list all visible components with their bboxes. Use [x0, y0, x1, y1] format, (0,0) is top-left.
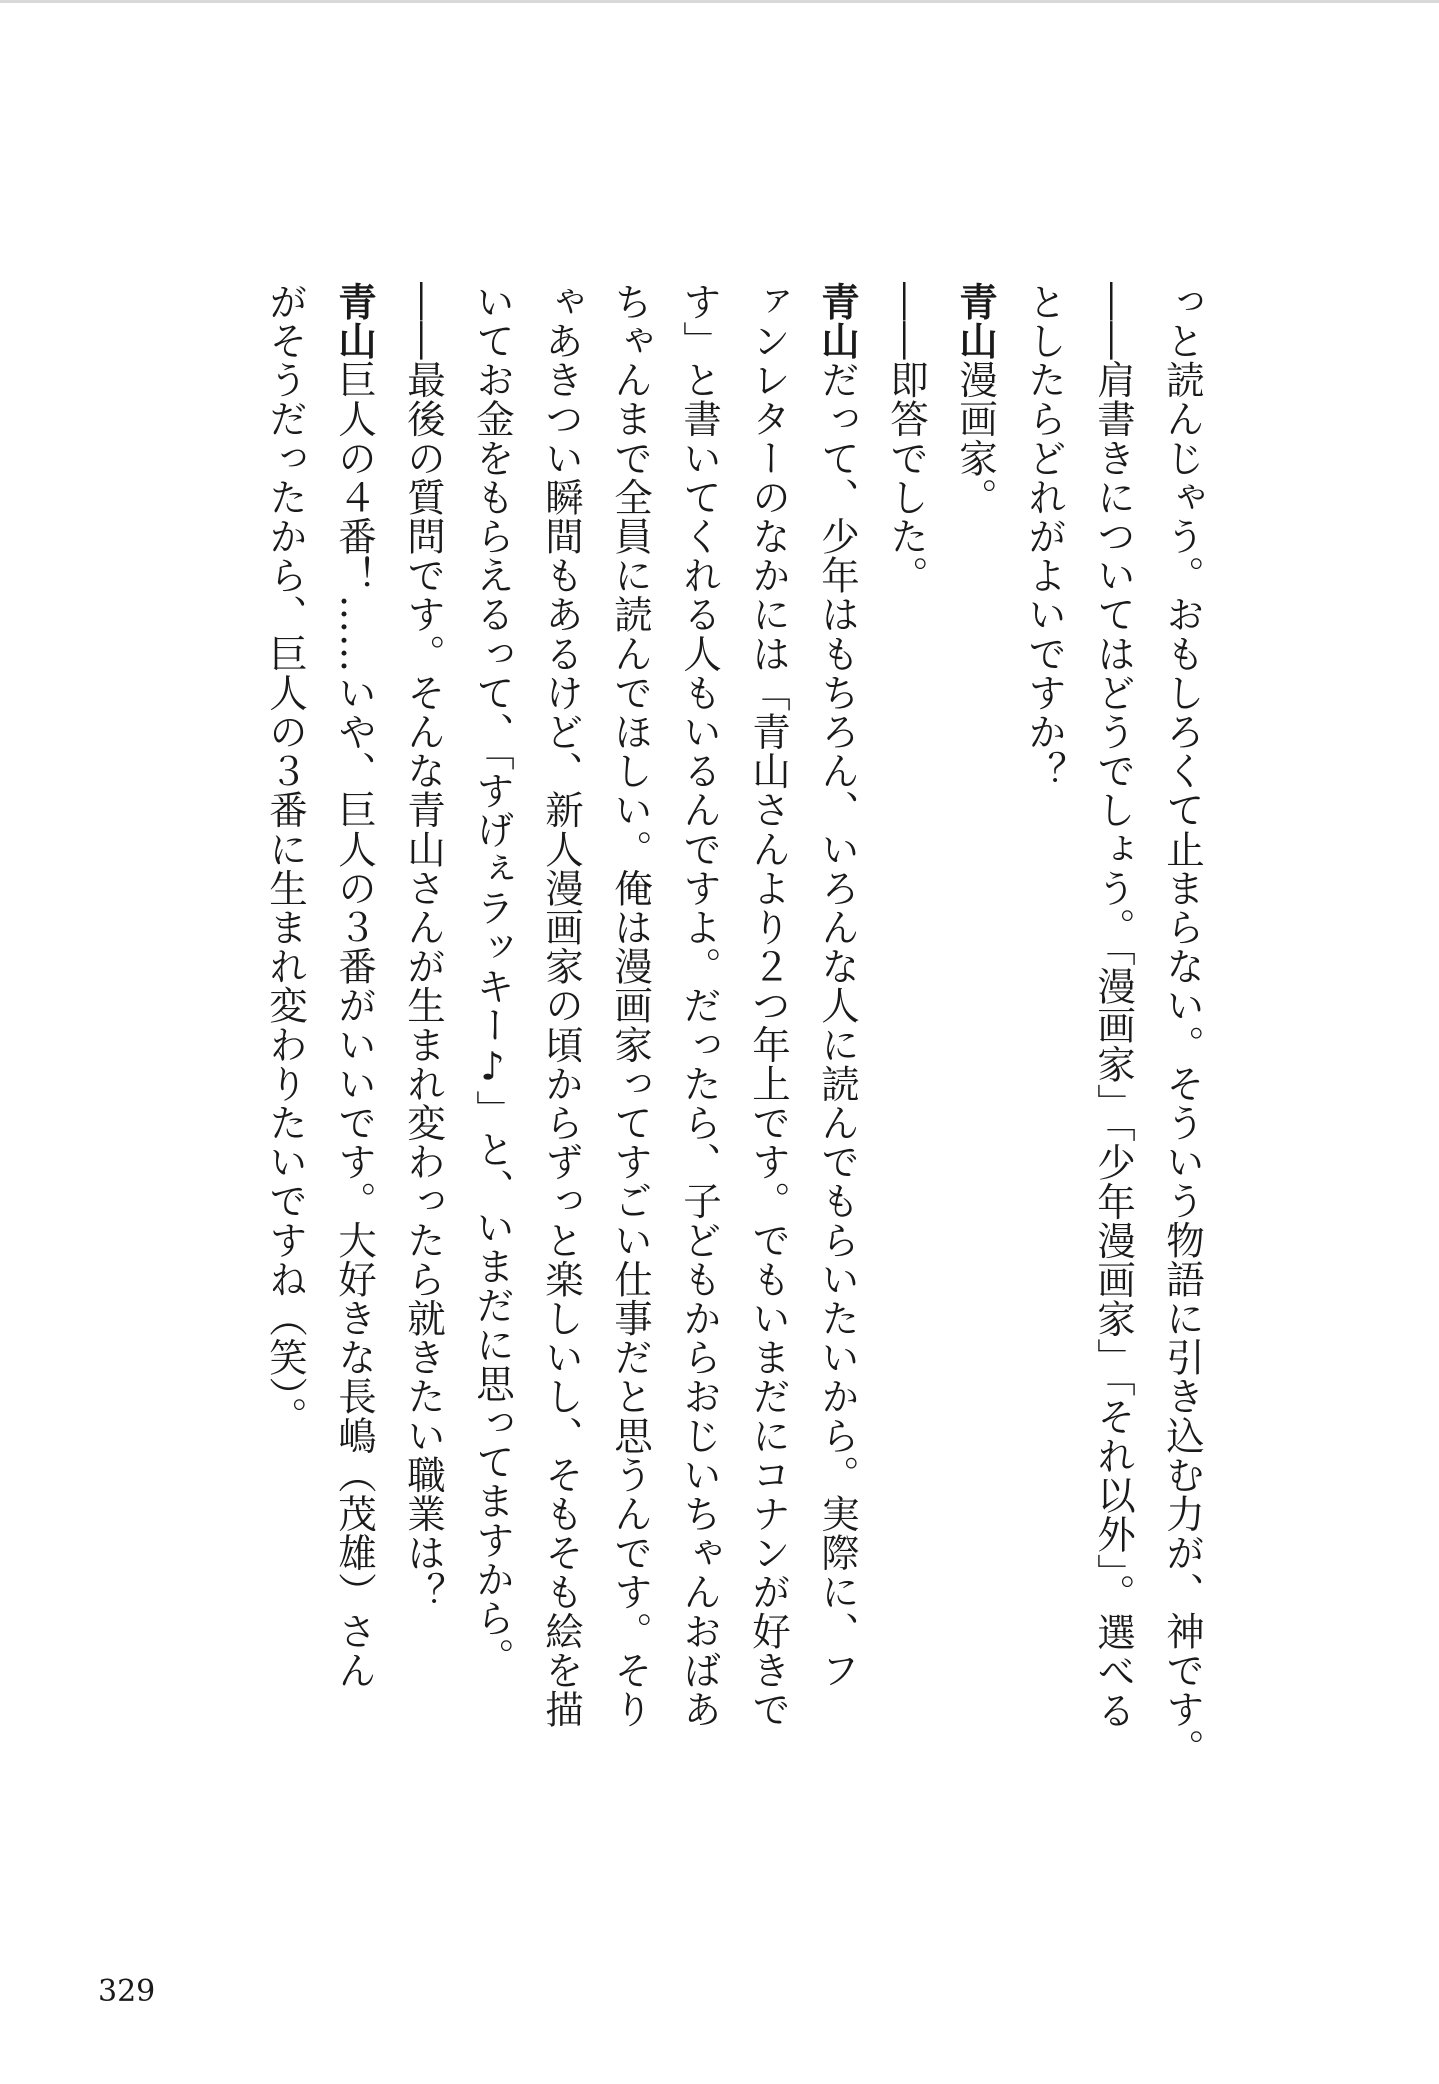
text-line: [803, 282, 872, 1782]
speaker-label: 青山: [953, 282, 998, 361]
line-text: す」と書いてくれる人もいるんですよ。だったら、子どもからおじいちゃんおばあ: [677, 282, 722, 1729]
line-text: としたらどれがよいですか？: [1022, 282, 1067, 791]
text-line: [596, 282, 665, 1782]
line-text: がそうだったから、巨人の３番に生まれ変わりたいですね（笑）。: [263, 282, 308, 1436]
text-line: [872, 282, 941, 1782]
line-text: ――即答でした。: [884, 282, 929, 595]
line-text: ゃあきつい瞬間もあるけど、新人漫画家の頃からずっと楽しいし、そもそも絵を描: [539, 282, 584, 1729]
line-text: っと読んじゃう。おもしろくて止まらない。そういう物語に引き込む力が、神です。: [1160, 282, 1205, 1768]
line-text: だって、少年はもちろん、いろんな人に読んでもらいたいから。実際に、フ: [815, 360, 860, 1690]
text-line: [734, 282, 803, 1782]
text-line: [458, 282, 527, 1782]
top-rule: [0, 0, 1439, 3]
page-number: 329: [98, 1974, 156, 2009]
line-text: 巨人の４番！……いや、巨人の３番がいいです。大好きな長嶋（茂雄）さん: [332, 360, 377, 1690]
line-text: ――肩書きについてはどうでしょう。「漫画家」「少年漫画家」「それ以外」。選べる: [1091, 282, 1136, 1730]
text-line: [665, 282, 734, 1782]
text-line: [1079, 282, 1148, 1782]
text-line: [527, 282, 596, 1782]
line-text: 漫画家。: [953, 360, 998, 517]
text-line: [1148, 282, 1217, 1782]
text-line: [941, 282, 1010, 1782]
line-text: ――最後の質問です。そんな青山さんが生まれ変わったら就きたい職業は？: [401, 282, 446, 1612]
line-text: ちゃんまで全員に読んでほしい。俺は漫画家ってすごい仕事だと思うんです。そり: [608, 282, 653, 1729]
speaker-label: 青山: [332, 282, 377, 361]
speaker-label: 青山: [815, 282, 860, 361]
text-line: [251, 282, 320, 1782]
text-line: [1010, 282, 1079, 1782]
line-text: いてお金をもらえるって、「すげぇラッキー♪」と、いまだに思ってますから。: [470, 282, 515, 1677]
vertical-text-block: [251, 282, 1217, 1782]
text-line: [320, 282, 389, 1782]
text-line: [389, 282, 458, 1782]
line-text: ァンレターのなかには「青山さんより２つ年上です。でもいまだにコナンが好きで: [746, 282, 791, 1729]
